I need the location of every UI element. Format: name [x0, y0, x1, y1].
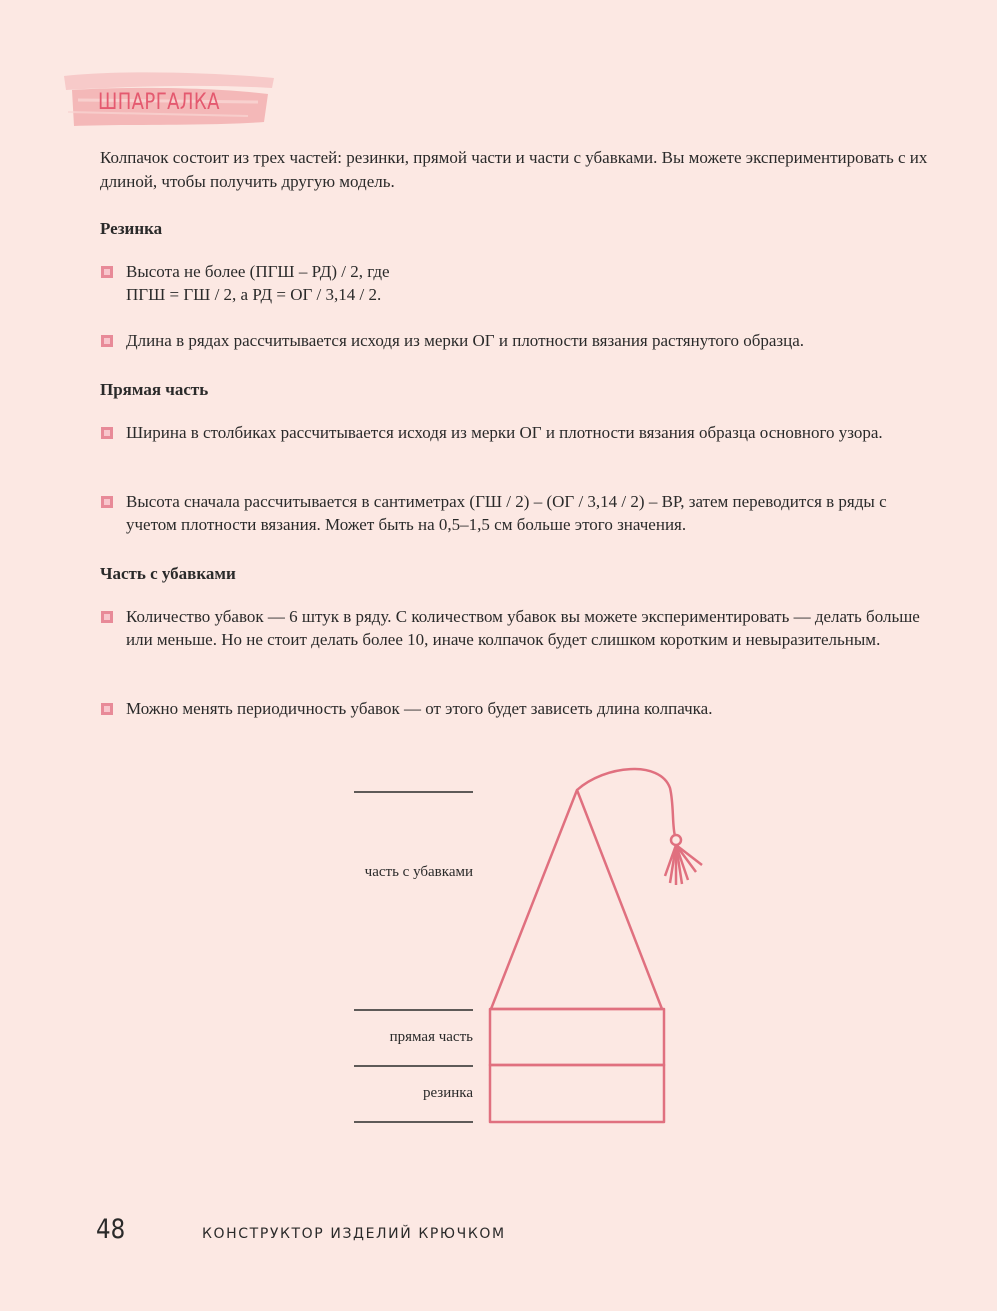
bullet-decreases-frequency [100, 697, 936, 720]
bullet-text: Количество убавок — 6 штук в ряду. С количеством убавок вы можете экспериментировать — делать больше или меньше. Но не стоит делать более 10, иначе колпачок будет слишком коротким и невыразительным. [126, 607, 920, 649]
bullet-icon [100, 610, 114, 624]
label-rib-part: резинка [422, 1085, 473, 1101]
bullet-text: Высота не более (ПГШ – РД) / 2, где [126, 262, 390, 281]
bullet-rib-length [100, 329, 936, 352]
bullet-icon [100, 702, 114, 716]
intro-paragraph: Колпачок состоит из трех частей: резинки, прямой части и части с убавками. Вы можете экспериментировать с их длиной, чтобы получить другую модель. [100, 148, 928, 191]
bullet-text: Можно менять периодичность убавок — от этого будет зависеть длина колпачка. [126, 699, 713, 718]
bullet-icon [100, 495, 114, 509]
hat-diagram-svg [330, 760, 730, 1140]
section-heading-rib: Резинка [100, 219, 163, 238]
bullet-straight-height [100, 490, 930, 536]
tassel-knot [671, 835, 681, 845]
hat-cone-outline [491, 790, 662, 1009]
bullet-straight-width [100, 421, 930, 444]
bullet-text: Ширина в столбиках рассчитывается исходя из мерки ОГ и плотности вязания образца основного узора. [126, 423, 883, 442]
label-decrease-part: часть с убавками [364, 864, 473, 880]
bullet-icon [100, 426, 114, 440]
running-footer-title: КОНСТРУКТОР ИЗДЕЛИЙ КРЮЧКОМ [202, 1226, 506, 1242]
bullet-icon [100, 334, 114, 348]
section-heading-decreases: Часть с убавками [100, 564, 236, 583]
page-title: ШПАРГАЛКА [98, 90, 220, 115]
bullet-icon [100, 265, 114, 279]
bullet-text: Длина в рядах рассчитывается исходя из мерки ОГ и плотности вязания растянутого образца. [126, 331, 805, 350]
hat-diagram [330, 760, 730, 1140]
hat-straight-part [490, 1009, 664, 1065]
bullet-text-formula: ПГШ = ГШ / 2, а РД = ОГ / 3,14 / 2. [126, 285, 382, 304]
hat-rib-part [490, 1065, 664, 1122]
page-number: 48 [96, 1214, 126, 1245]
tassel-strands [665, 845, 702, 885]
bullet-text: Высота сначала рассчитывается в сантиметрах (ГШ / 2) – (ОГ / 3,14 / 2) – ВР, затем переводится в ряды с учетом плотности вязания. Может быть на 0,5–1,5 см больше этого значения. [126, 492, 887, 534]
bullet-decreases-count [100, 605, 936, 651]
label-straight-part: прямая часть [389, 1029, 473, 1045]
section-heading-straight: Прямая часть [100, 380, 209, 399]
bullet-rib-height [100, 260, 936, 306]
